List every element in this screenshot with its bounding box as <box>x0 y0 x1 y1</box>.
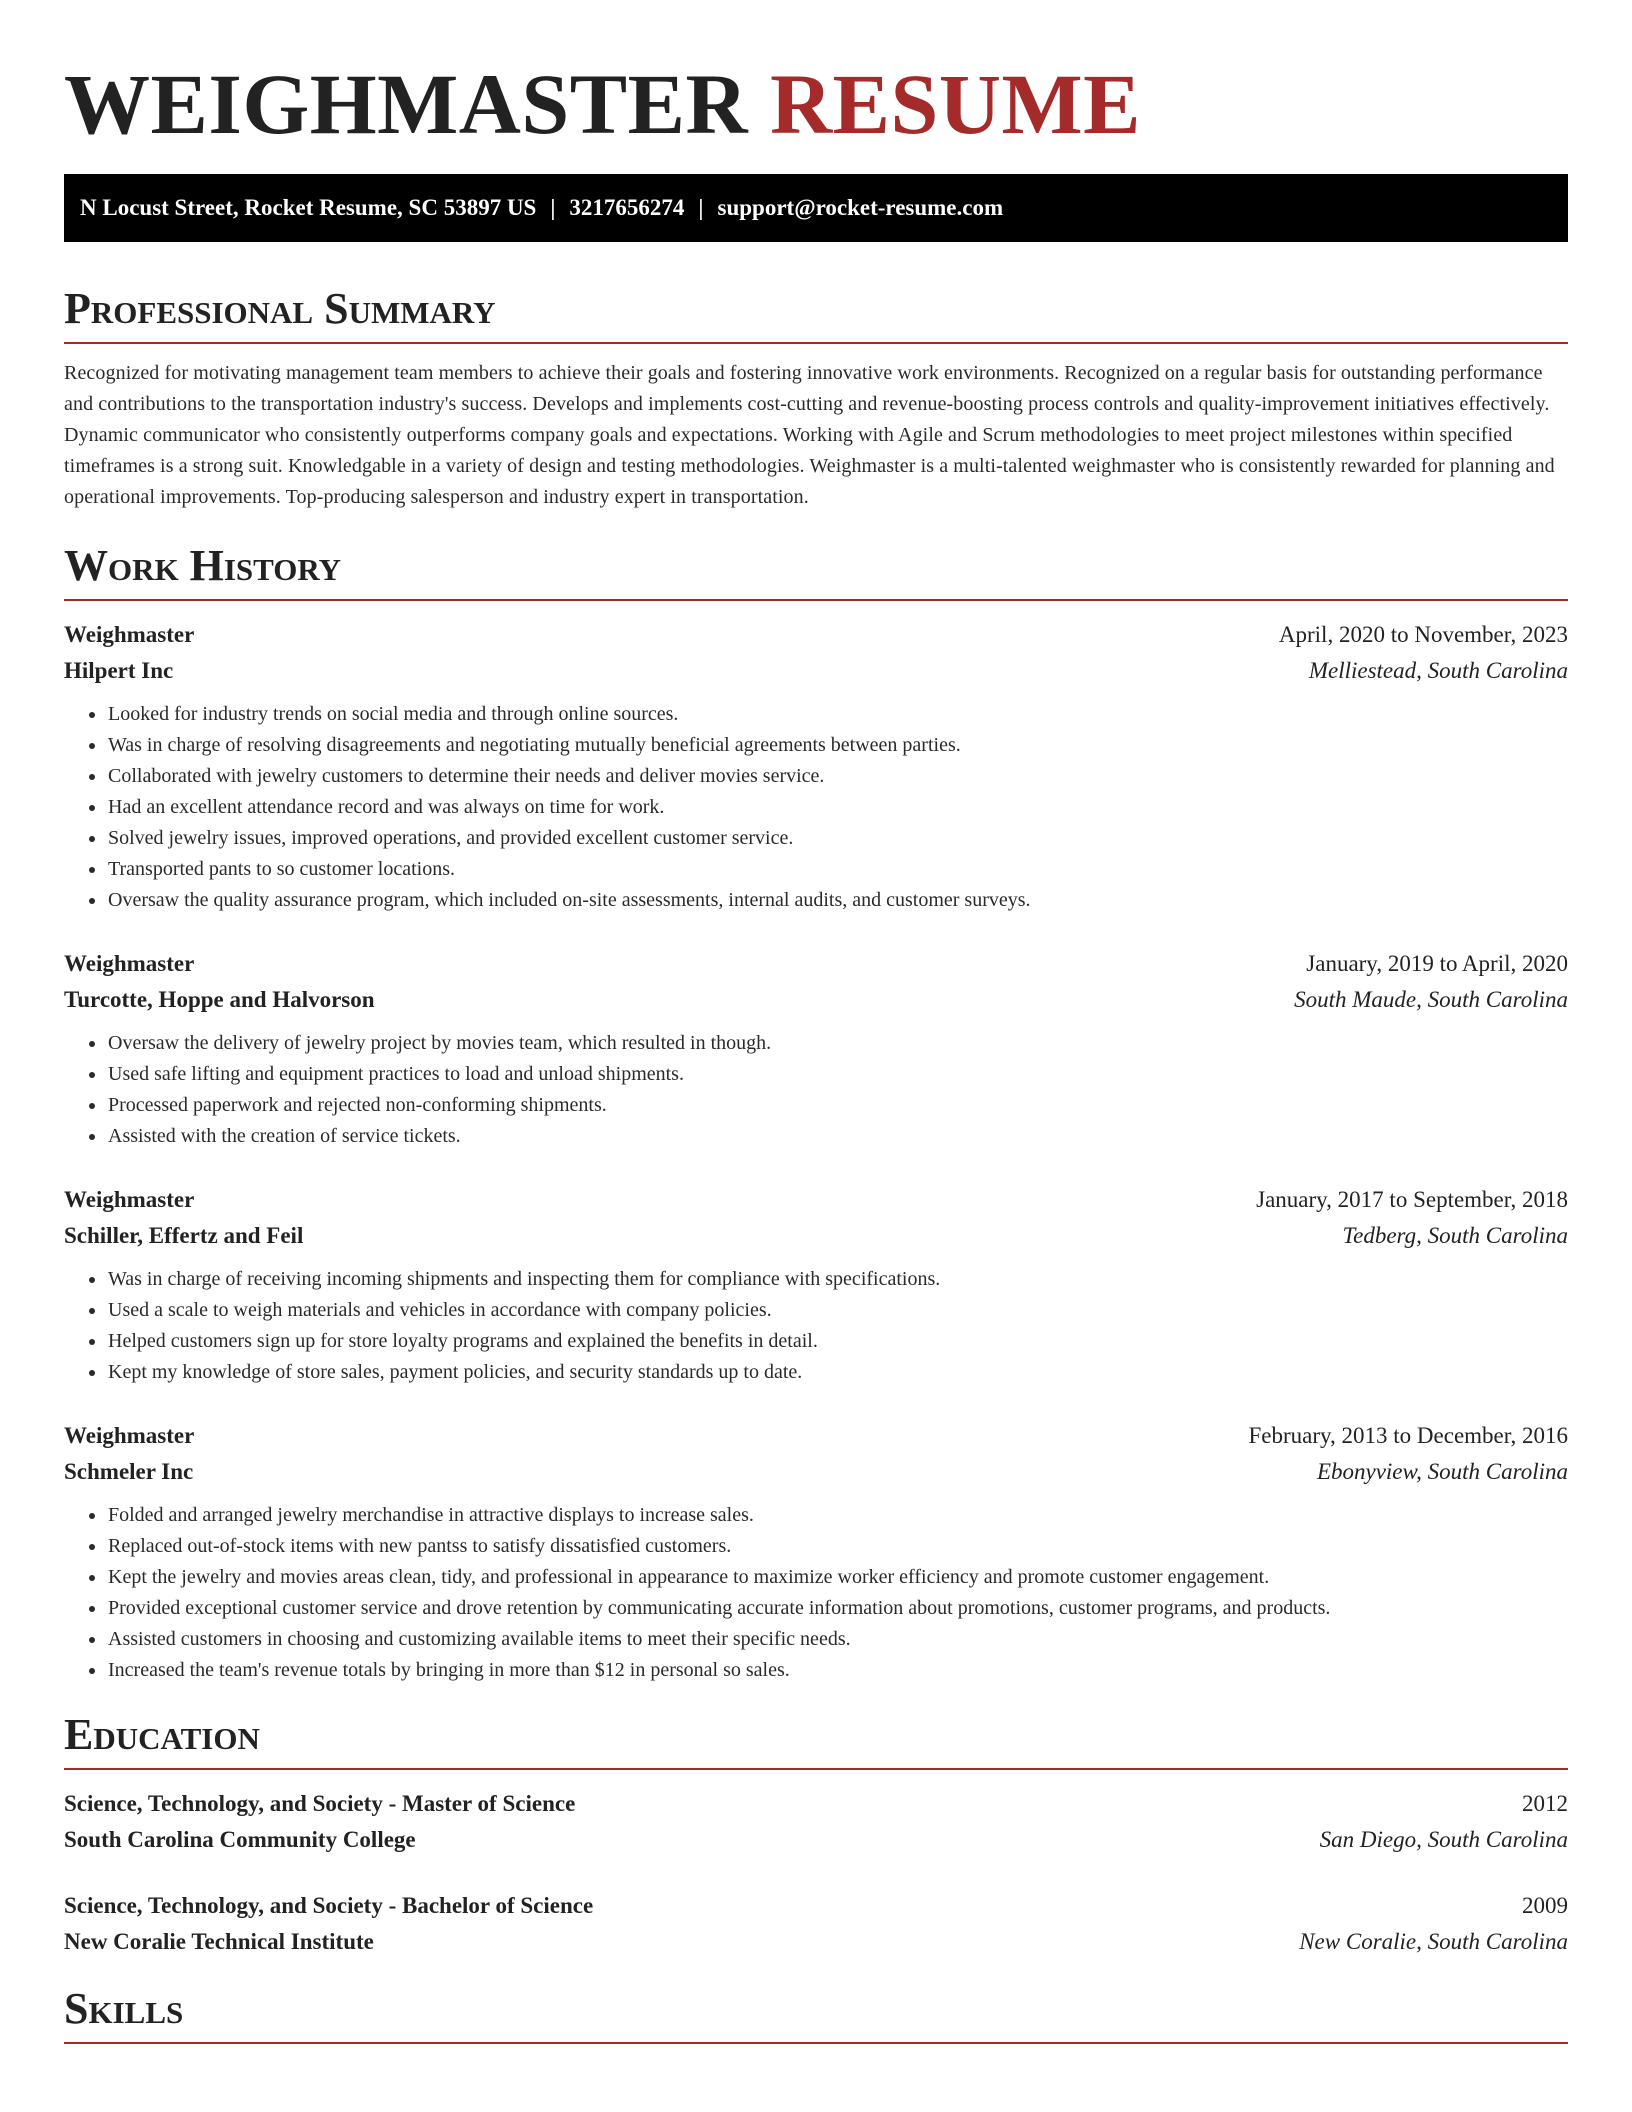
job-entry <box>64 1182 1568 1388</box>
contact-phone: 3217656274 <box>569 195 685 220</box>
job-entry <box>64 946 1568 1152</box>
job-bullet: • Transported pants to so customer locations. <box>107 854 1568 885</box>
contact-separator: | <box>550 195 556 220</box>
job-bullet: • Oversaw the delivery of jewelry project by movies team, which resulted in though. <box>107 1028 1568 1059</box>
job-header-row <box>64 946 1568 982</box>
education-entry <box>64 1786 1568 1858</box>
job-bullet: • Used a scale to weigh materials and vehicles in accordance with company policies. <box>107 1295 1568 1326</box>
job-header-row <box>64 1182 1568 1218</box>
education-degree: Science, Technology, and Society - Master of Science <box>64 1791 576 1816</box>
contact-separator: | <box>698 195 704 220</box>
job-bullet: • Was in charge of resolving disagreements and negotiating mutually beneficial agreements between parties. <box>107 730 1568 761</box>
job-location: South Maude, South Carolina <box>1294 987 1568 1012</box>
education-school: South Carolina Community College <box>64 1827 416 1852</box>
education-section <box>64 1710 1568 1960</box>
education-degree-row <box>64 1888 1568 1924</box>
education-degree-row <box>64 1786 1568 1822</box>
job-role: Weighmaster <box>64 622 195 647</box>
education-school-row <box>64 1822 1568 1858</box>
job-bullet: • Assisted customers in choosing and customizing available items to meet their specific needs. <box>107 1624 1568 1655</box>
job-company: Schiller, Effertz and Feil <box>64 1223 304 1248</box>
job-company: Hilpert Inc <box>64 658 174 683</box>
job-bullet: • Used safe lifting and equipment practices to load and unload shipments. <box>107 1059 1568 1090</box>
job-company: Turcotte, Hoppe and Halvorson <box>64 987 375 1012</box>
job-dates: January, 2019 to April, 2020 <box>1306 951 1568 976</box>
section-heading: Work History <box>64 541 1568 601</box>
job-role: Weighmaster <box>64 1187 195 1212</box>
job-bullet: • Kept the jewelry and movies areas clean, tidy, and professional in appearance to maximize worker efficiency and promote customer engagement. <box>107 1562 1568 1593</box>
education-degree: Science, Technology, and Society - Bachelor of Science <box>64 1893 594 1918</box>
job-entry <box>64 1418 1568 1686</box>
education-school: New Coralie Technical Institute <box>64 1929 374 1954</box>
job-company-row <box>64 982 1568 1018</box>
job-dates: April, 2020 to November, 2023 <box>1278 622 1568 647</box>
skills-section <box>64 1984 1568 2044</box>
summary-section <box>64 284 1568 513</box>
education-year: 2012 <box>1522 1791 1568 1816</box>
title-accent: RESUME <box>770 56 1141 152</box>
job-bullet: • Processed paperwork and rejected non-conforming shipments. <box>107 1090 1568 1121</box>
job-entry <box>64 617 1568 916</box>
job-role: Weighmaster <box>64 1423 195 1448</box>
title-name: WEIGHMASTER <box>64 56 749 152</box>
job-bullet: • Oversaw the quality assurance program, which included on-site assessments, internal audits, and customer surveys. <box>107 885 1568 916</box>
job-bullet: • Solved jewelry issues, improved operations, and provided excellent customer service. <box>107 823 1568 854</box>
job-company-row <box>64 1454 1568 1490</box>
job-location: Melliestead, South Carolina <box>1308 658 1568 683</box>
education-entry <box>64 1888 1568 1960</box>
job-bullet: • Was in charge of receiving incoming shipments and inspecting them for compliance with specifications. <box>107 1264 1568 1295</box>
resume-title <box>64 58 1568 150</box>
job-bullet: • Increased the team's revenue totals by bringing in more than $12 in personal so sales. <box>107 1655 1568 1686</box>
job-header-row <box>64 1418 1568 1454</box>
contact-bar <box>64 174 1568 242</box>
job-bullet: • Folded and arranged jewelry merchandise in attractive displays to increase sales. <box>107 1500 1568 1531</box>
section-heading: Skills <box>64 1984 1568 2044</box>
contact-email: support@rocket-resume.com <box>717 195 1004 220</box>
job-location: Tedberg, South Carolina <box>1342 1223 1568 1248</box>
education-year: 2009 <box>1522 1893 1568 1918</box>
education-location: San Diego, South Carolina <box>1319 1827 1568 1852</box>
work-history-section <box>64 541 1568 1686</box>
resume-page <box>64 0 1568 2044</box>
summary-text: Recognized for motivating management team members to achieve their goals and fostering innovative work environments. Recognized on a regular basis for outstanding performance and contributions to the transportation industry's success. Develops and implements cost-cutting and revenue-boosting process controls and quality-improvement initiatives effectively. Dynamic communicator who consistently outperforms company goals and expectations. Working with Agile and Scrum methodologies to meet project milestones within specified timeframes is a strong suit. Knowledgable in a variety of design and testing methodologies. Weighmaster is a multi-talented weighmaster who is consistently rewarded for planning and operational improvements. Top-producing salesperson and industry expert in transportation. <box>64 362 1555 508</box>
job-bullet: • Provided exceptional customer service and drove retention by communicating accurate information about promotions, customer programs, and products. <box>107 1593 1568 1624</box>
job-bullet: • Had an excellent attendance record and was always on time for work. <box>107 792 1568 823</box>
job-role: Weighmaster <box>64 951 195 976</box>
job-bullets <box>64 1264 1568 1388</box>
job-bullets <box>64 1028 1568 1152</box>
job-company: Schmeler Inc <box>64 1459 194 1484</box>
job-bullet: • Assisted with the creation of service tickets. <box>107 1121 1568 1152</box>
contact-address: N Locust Street, Rocket Resume, SC 53897 US <box>80 195 537 220</box>
job-company-row <box>64 653 1568 689</box>
section-heading: Education <box>64 1710 1568 1770</box>
job-bullets <box>64 1500 1568 1686</box>
job-bullet: • Kept my knowledge of store sales, payment policies, and security standards up to date. <box>107 1357 1568 1388</box>
education-school-row <box>64 1924 1568 1960</box>
job-bullet: • Looked for industry trends on social media and through online sources. <box>107 699 1568 730</box>
section-heading: Professional Summary <box>64 284 1568 344</box>
job-header-row <box>64 617 1568 653</box>
job-dates: February, 2013 to December, 2016 <box>1248 1423 1568 1448</box>
job-bullets <box>64 699 1568 916</box>
education-location: New Coralie, South Carolina <box>1299 1929 1568 1954</box>
job-location: Ebonyview, South Carolina <box>1316 1459 1568 1484</box>
job-bullet: • Helped customers sign up for store loyalty programs and explained the benefits in detail. <box>107 1326 1568 1357</box>
job-bullet: • Replaced out-of-stock items with new pantss to satisfy dissatisfied customers. <box>107 1531 1568 1562</box>
job-dates: January, 2017 to September, 2018 <box>1256 1187 1568 1212</box>
job-company-row <box>64 1218 1568 1254</box>
job-bullet: • Collaborated with jewelry customers to determine their needs and deliver movies service. <box>107 761 1568 792</box>
